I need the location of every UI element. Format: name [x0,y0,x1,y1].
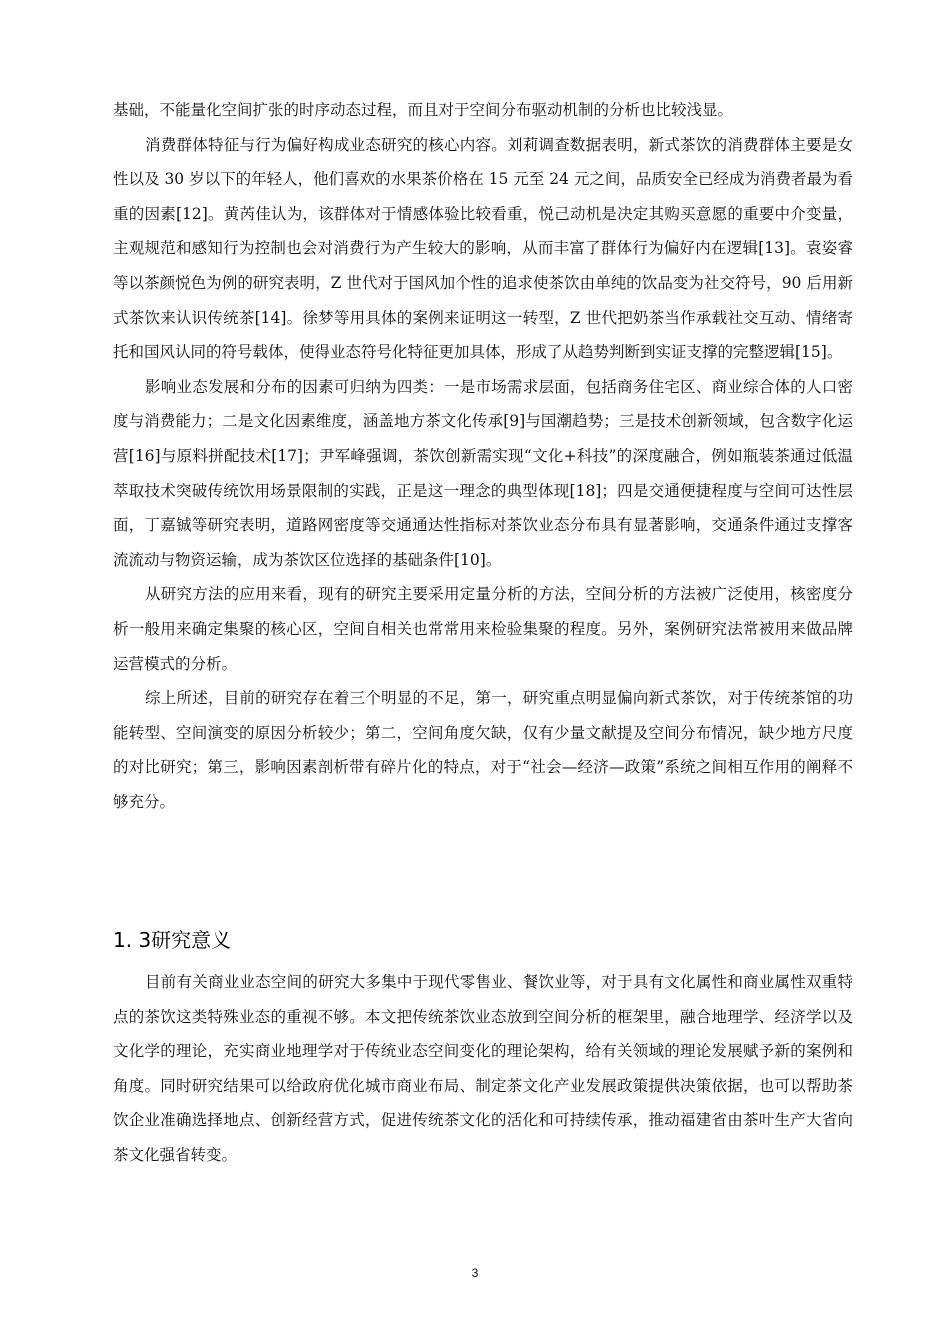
paragraph-continuation: 基础，不能量化空间扩张的时序动态过程，而且对于空间分布驱动机制的分析也比较浅显。 [113,101,734,119]
paragraph-summary: 综上所述，目前的研究存在着三个明显的不足，第一，研究重点明显偏向新式茶饮，对于传统茶馆的功能转型、空间演变的原因分析较少；第二，空间角度欠缺，仅有少量文献提及空间分布情况，缺少地方尺度的对比研究；第三，影响因素剖析带有碎片化的特点，对于“社会—经济—政策”系统之间相互作用的阐释不够充分。 [113,689,853,811]
page-number: 3 [471,1266,479,1280]
research-significance-text [113,965,853,1173]
paragraph-significance: 目前有关商业业态空间的研究大多集中于现代零售业、餐饮业等，对于具有文化属性和商业属性双重特点的茶饮这类特殊业态的重视不够。本文把传统茶饮业态放到空间分析的框架里，融合地理学、经济学以及文化学的理论，充实商业地理学对于传统业态空间变化的理论架构，给有关领域的理论发展赋予新的案例和角度。同时研究结果可以给政府优化城市商业布局、制定茶文化产业发展政策提供决策依据，也可以帮助茶饮企业准确选择地点、创新经营方式，促进传统茶文化的活化和可持续传承，推动福建省由茶叶生产大省向茶文化强省转变。 [113,973,853,1164]
paragraph-research-methods: 从研究方法的应用来看，现有的研究主要采用定量分析的方法，空间分析的方法被广泛使用，核密度分析一般用来确定集聚的核心区，空间自相关也常常用来检验集聚的程度。另外，案例研究法常被用来做品牌运营模式的分析。 [113,585,853,673]
section-heading: 1. 3研究意义 [113,928,232,952]
paragraph-consumer-groups: 消费群体特征与行为偏好构成业态研究的核心内容。刘莉调查数据表明，新式茶饮的消费群体主要是女性以及 30 岁以下的年轻人，他们喜欢的水果茶价格在 15 元至 24 元之间，品质安全已经成为消费者最为看重的因素[12]。黄芮佳认为，该群体对于情感体验比较看重，悦己动机是决定其购买意愿的重要中介变量，主观规范和感知行为控制也会对消费行为产生较大的影响，从而丰富了群体行为偏好内在逻辑[13]。袁姿睿等以茶颜悦色为例的研究表明，Z 世代对于国风加个性的追求使茶饮由单纯的饮品变为社交符号，90 后用新式茶饮来认识传统茶[14]。徐梦等用具体的案例来证明这一转型，Z 世代把奶茶当作承载社交互动、情绪寄托和国风认同的符号载体，使得业态符号化特征更加具体，形成了从趋势判断到实证支撑的完整逻辑[15]。 [113,135,853,362]
paragraph-influencing-factors: 影响业态发展和分布的因素可归纳为四类：一是市场需求层面，包括商务住宅区、商业综合体的人口密度与消费能力；二是文化因素维度，涵盖地方茶文化传承[9]与国潮趋势；三是技术创新领域，包含数字化运营[16]与原料拼配技术[17]；尹军峰强调，茶饮创新需实现“文化+科技”的深度融合，例如瓶装茶通过低温萃取技术突破传统饮用场景限制的实践，正是这一理念的典型体现[18]；四是交通便捷程度与空间可达性层面，丁嘉铖等研究表明，道路网密度等交通通达性指标对茶饮业态分布具有显著影响，交通条件通过支撑客流流动与物资运输，成为茶饮区位选择的基础条件[10]。 [113,377,853,569]
literature-review-text [113,93,853,819]
